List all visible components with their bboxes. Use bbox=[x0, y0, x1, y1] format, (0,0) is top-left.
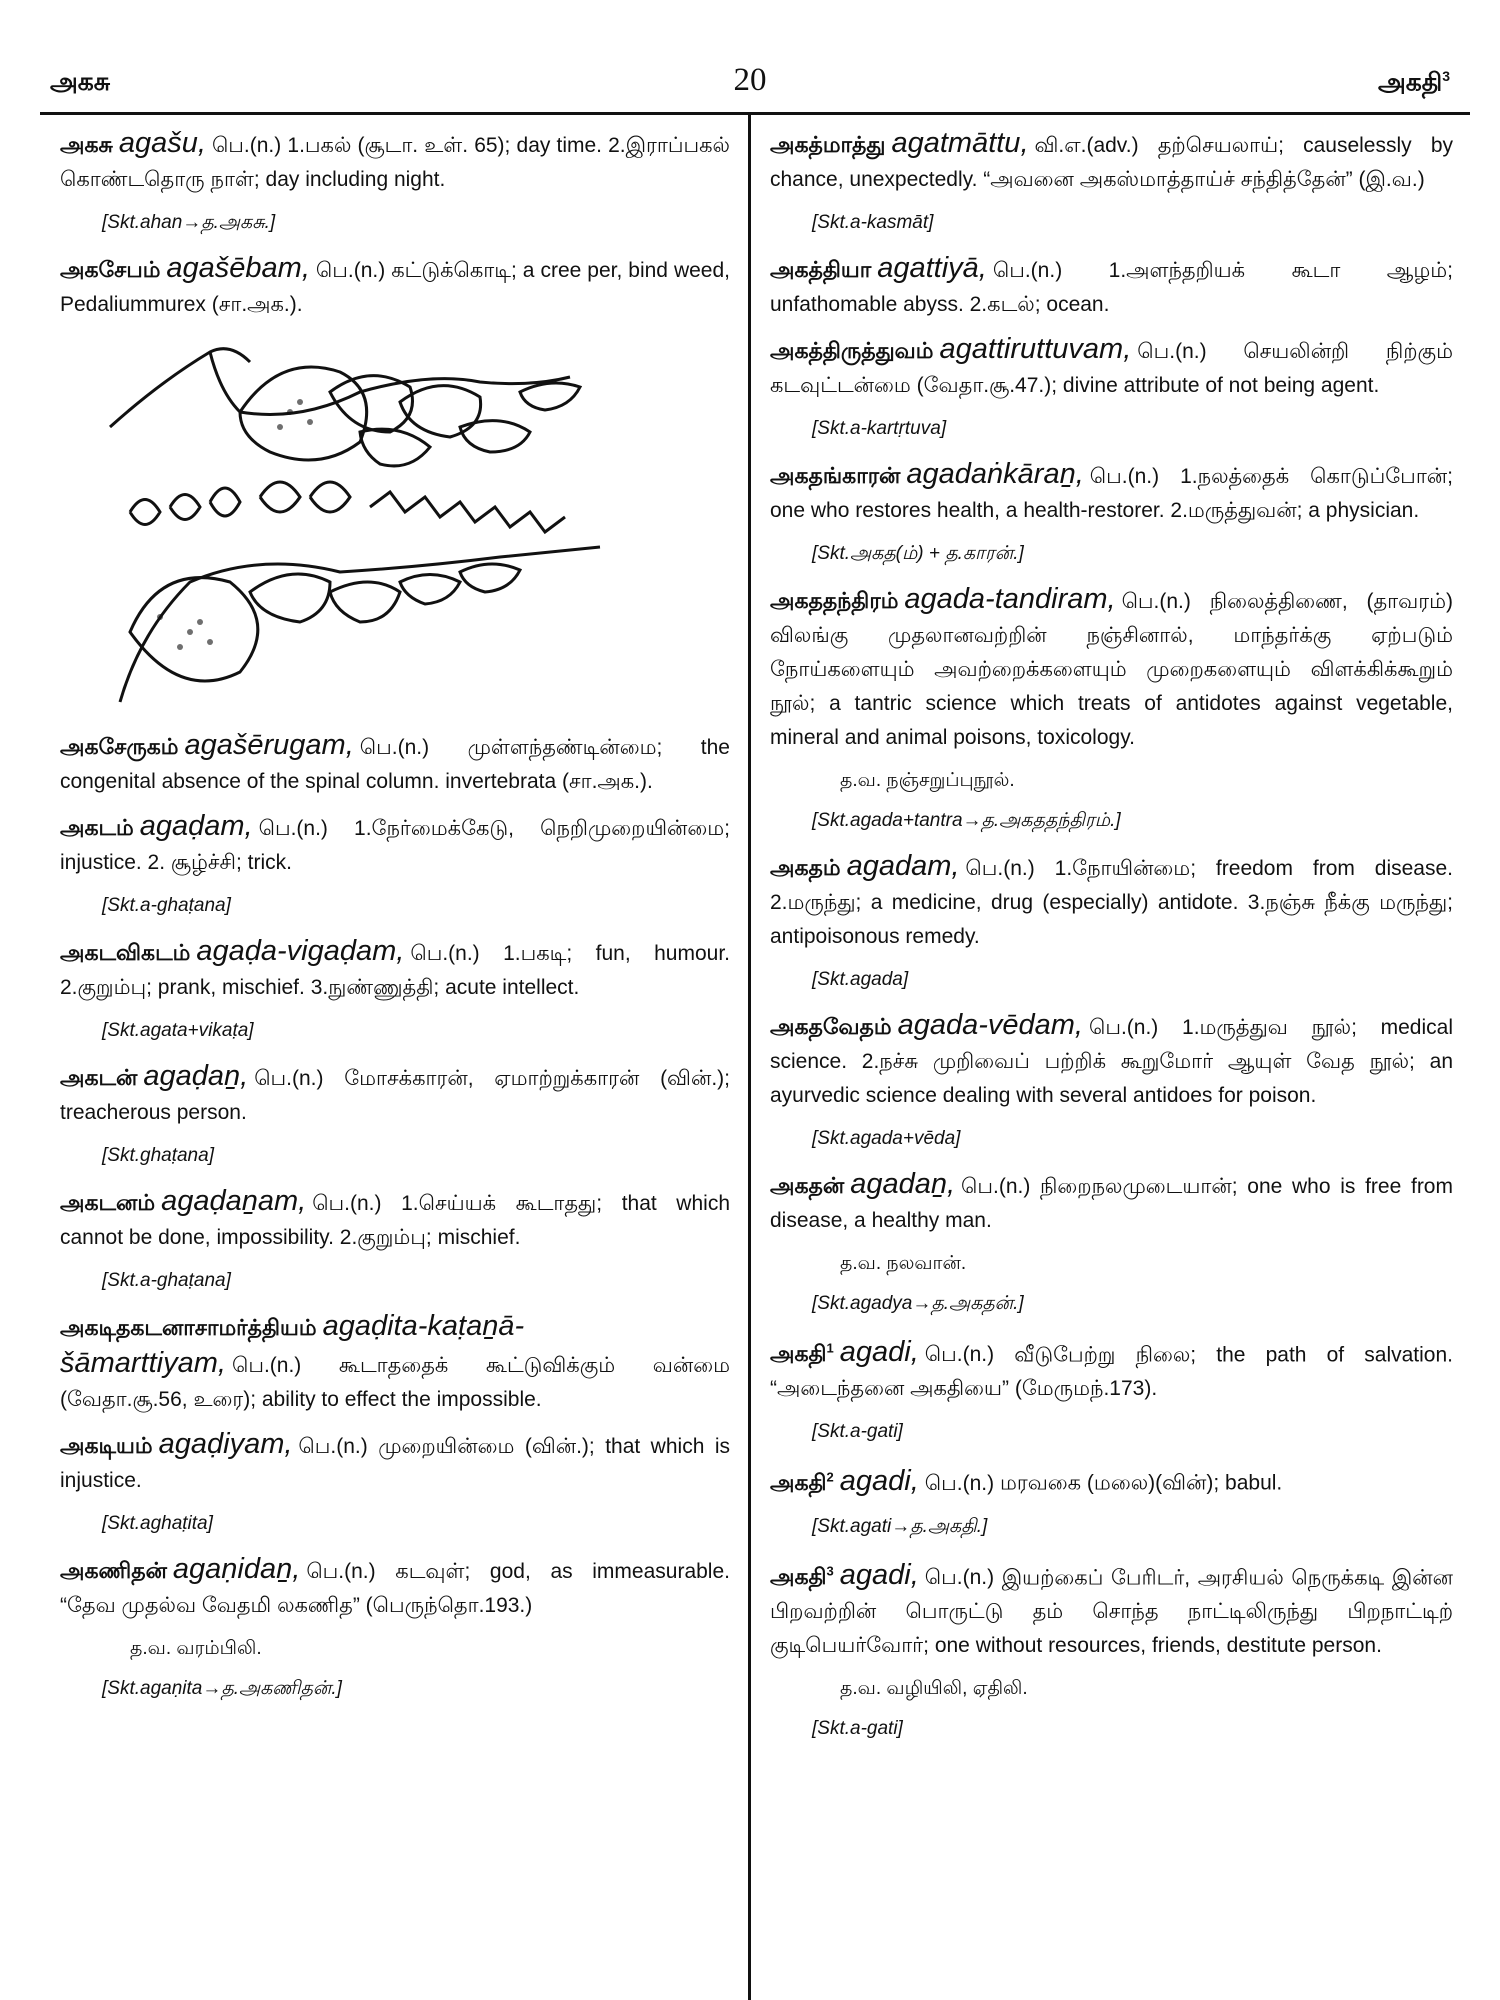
entry-transliteration: agada-vēdam, bbox=[897, 1009, 1083, 1041]
entry-headword-text: அகசேபம் bbox=[60, 257, 161, 282]
entry-etymology: [Skt.a-kasmāt] bbox=[812, 212, 934, 233]
entry-grammar-label: பெ.(n.) bbox=[312, 1192, 382, 1215]
entry-headword bbox=[60, 1558, 167, 1583]
entry-transliteration: agaḍaṉ, bbox=[143, 1060, 249, 1092]
entry-definition: முள்ளந்தண்டின்மை; the congenital absence of the spinal column. invertebrata (சா.அக.). bbox=[60, 736, 730, 793]
dictionary-entry bbox=[770, 251, 1453, 322]
entry-grammar-label: பெ.(n.) bbox=[359, 736, 430, 759]
entry-grammar-label: பெ.(n.) bbox=[211, 134, 282, 157]
entry-etymology: [Skt.agaṇita→த.அகணிதன்.] bbox=[102, 1678, 342, 1699]
entry-etymology: [Skt.aghaṭita] bbox=[102, 1513, 213, 1534]
entry-headword-text: அகதி bbox=[770, 1469, 827, 1495]
entry-headword-text: அகதவேதம் bbox=[770, 1014, 892, 1039]
header-right-word: அகதி bbox=[1377, 68, 1443, 97]
illustration-stem bbox=[110, 349, 250, 427]
entry-transliteration: agatmāttu, bbox=[891, 127, 1029, 159]
entry-grammar-label: பெ.(n.) bbox=[992, 259, 1063, 282]
left-column bbox=[60, 126, 730, 1717]
entry-definition: 1.செய்யக் கூடாதது; that which cannot be done, impossibility. 2.குறும்பு; mischief. bbox=[60, 1192, 730, 1249]
entry-headword-text: அகததந்திரம் bbox=[770, 588, 899, 613]
entry-transliteration: agaḍam, bbox=[139, 810, 253, 842]
entry-headword-text: அகதி bbox=[770, 1563, 827, 1589]
entry-headword bbox=[770, 1014, 892, 1039]
entry-transliteration: agadaṅkāraṉ, bbox=[906, 458, 1084, 490]
entry-transliteration: agaṇidaṉ, bbox=[172, 1553, 301, 1585]
entry-headword bbox=[60, 1433, 153, 1458]
entry-tamil-synonym: த.வ. நஞ்சறுப்புநூல். bbox=[840, 770, 1015, 791]
entry-etymology: [Skt.agata+vikaṭa] bbox=[102, 1020, 254, 1041]
entry-tamil-synonym: த.வ. வழியிலி, ஏதிலி. bbox=[840, 1677, 1028, 1699]
entry-definition: கடவுள்; god, as immeasurable. “தேவ முதல்வ வேதமி லகணித” (பெருந்தொ.193.) bbox=[60, 1560, 730, 1617]
entry-transliteration: agattiyā, bbox=[877, 252, 987, 284]
entry-transliteration: agada-tandiram, bbox=[904, 583, 1116, 615]
entry-headword-text: அகசேருகம் bbox=[60, 734, 179, 759]
entry-definition: தற்செயலாய்; causelessly by chance, unexpectedly. “அவனை அகஸ்மாத்தாய்ச் சந்தித்தேன்” (இ.வ.) bbox=[770, 134, 1453, 191]
entry-definition: 1.நலத்தைக் கொடுப்போன்; one who restores health, a health-restorer. 2.மருத்துவன்; a physician. bbox=[770, 465, 1453, 522]
entry-transliteration: agaḍaṉam, bbox=[161, 1185, 307, 1217]
entry-headword-text: அகத்திருத்துவம் bbox=[770, 338, 934, 363]
illustration-leaf bbox=[520, 383, 580, 410]
dictionary-entry bbox=[770, 582, 1453, 755]
dictionary-entry bbox=[770, 126, 1453, 197]
header-left-guideword: அகசு bbox=[50, 68, 111, 96]
dictionary-entry bbox=[60, 251, 730, 322]
entry-grammar-label: பெ.(n.) bbox=[1121, 590, 1191, 613]
illustration-leaf bbox=[250, 574, 330, 622]
right-column bbox=[770, 126, 1453, 1757]
entry-grammar-label: பெ.(n.) bbox=[924, 1343, 995, 1367]
entry-etymology: [Skt.அகத(ம்) + த.காரன்.] bbox=[812, 543, 1024, 564]
entry-definition: நிலைத்திணை, (தாவரம்) விலங்கு முதலானவற்றின் நஞ்சினால், மாந்தர்க்கு ஏற்படும் நோய்களையும் அவற்றைக்களையும் முறைகளையும் விளக்கிக்கூறும் நூல்; a tantric science which treats of antidotes against vegetable, mineral and animal poisons, toxicology. bbox=[770, 590, 1453, 749]
entry-etymology: [Skt.a-ghaṭana] bbox=[102, 895, 231, 916]
entry-etymology: [Skt.a-gati] bbox=[812, 1717, 903, 1739]
entry-headword bbox=[60, 132, 113, 157]
dictionary-entry bbox=[770, 1555, 1453, 1663]
entry-headword bbox=[770, 463, 900, 488]
dictionary-entry bbox=[60, 809, 730, 880]
entry-headword bbox=[770, 1564, 834, 1589]
entry-definition: கூடாததைக் கூட்டுவிக்கும் வன்மை (வேதா.சூ.56, உரை); ability to effect the impossible. bbox=[60, 1354, 730, 1411]
entry-transliteration: agašērugam, bbox=[184, 729, 354, 761]
entry-headword-text: அகதம் bbox=[770, 855, 841, 880]
entry-headword bbox=[60, 257, 160, 282]
entry-headword-text: அகடனம் bbox=[60, 1190, 156, 1215]
entry-homonym-number: 3 bbox=[826, 1563, 834, 1579]
entry-etymology: [Skt.agati→த.அகதி.] bbox=[812, 1515, 988, 1537]
dictionary-entry bbox=[60, 1309, 730, 1417]
entry-headword bbox=[770, 855, 841, 880]
entry-definition: 1.மருத்துவ நூல்; medical science. 2.நச்சு முறிவைப் பற்றிக் கூறுமோர் ஆயுள் வேத நூல்; an ayurvedic science dealing with several antidoes for poison. bbox=[770, 1016, 1453, 1107]
illustration-leaf bbox=[360, 429, 430, 466]
dictionary-entry bbox=[770, 1460, 1453, 1500]
header-right-superscript: 3 bbox=[1442, 68, 1450, 84]
entry-definition: 1.நேர்மைக்கேடு, நெறிமுறையின்மை; injustice. 2. சூழ்ச்சி; trick. bbox=[60, 817, 730, 874]
dictionary-entry bbox=[770, 1332, 1453, 1406]
entry-grammar-label: பெ.(n.) bbox=[1088, 1016, 1159, 1039]
entry-transliteration: agadi, bbox=[839, 1558, 919, 1591]
entry-etymology: [Skt.a-gati] bbox=[812, 1421, 903, 1443]
dictionary-entry bbox=[60, 1427, 730, 1498]
entry-definition: 1.அளந்தறியக் கூடா ஆழம்; unfathomable abyss. 2.கடல்; ocean. bbox=[770, 259, 1453, 316]
entry-headword bbox=[60, 815, 134, 840]
entry-definition: 1.பகடி; fun, humour. 2.குறும்பு; prank, mischief. 3.நுண்ணுத்தி; acute intellect. bbox=[60, 942, 730, 999]
entry-definition: கட்டுக்கொடி; a cree per, bind weed, Pedaliummurex (சா.அக.). bbox=[60, 259, 730, 316]
entry-headword-text: அகடிதகடனாசாமர்த்தியம் bbox=[60, 1315, 317, 1340]
entry-etymology: [Skt.agada] bbox=[812, 969, 909, 990]
entry-headword bbox=[60, 940, 190, 965]
plant-illustration bbox=[100, 332, 630, 722]
entry-etymology: [Skt.ghaṭana] bbox=[102, 1145, 214, 1166]
entry-transliteration: agaḍita-kaṭaṉā-šāmarttiyam, bbox=[60, 1310, 525, 1379]
entry-grammar-label: வி.எ.(adv.) bbox=[1034, 134, 1139, 157]
entry-headword bbox=[770, 257, 871, 282]
entry-headword-text: அகதி bbox=[770, 1341, 827, 1367]
entry-headword bbox=[770, 1470, 834, 1495]
entry-transliteration: agadi, bbox=[839, 1336, 919, 1369]
entry-etymology: [Skt.a-ghaṭana] bbox=[102, 1270, 231, 1291]
column-divider bbox=[748, 112, 751, 2000]
header-rule bbox=[40, 112, 1470, 115]
dictionary-entry bbox=[60, 728, 730, 799]
entry-grammar-label: பெ.(n.) bbox=[306, 1560, 376, 1583]
entry-headword-text: அகத்மாத்து bbox=[770, 132, 886, 157]
illustration-fruits bbox=[130, 482, 350, 525]
page-header bbox=[50, 62, 1450, 112]
dictionary-entry bbox=[60, 1059, 730, 1130]
dictionary-entry bbox=[770, 1008, 1453, 1113]
dictionary-entry bbox=[60, 1184, 730, 1255]
entry-definition: 1.பகல் (சூடா. உள். 65); day time. 2.இராப்பகல் கொண்டதொரு நாள்; day including night. bbox=[60, 134, 730, 191]
header-right-guideword bbox=[1378, 68, 1450, 100]
entry-transliteration: agaḍiyam, bbox=[158, 1428, 293, 1460]
illustration-leaf bbox=[330, 582, 400, 622]
illustration-seeds bbox=[370, 492, 565, 532]
entry-headword bbox=[60, 1065, 137, 1090]
entry-tamil-synonym: த.வ. வரம்பிலி. bbox=[130, 1638, 262, 1659]
entry-grammar-label: பெ.(n.) bbox=[315, 259, 386, 282]
illustration-leaf bbox=[460, 564, 520, 592]
entry-headword-text: அகடம் bbox=[60, 815, 134, 840]
dictionary-entry bbox=[60, 126, 730, 197]
entry-etymology: [Skt.agada+tantra→த.அகததந்திரம்.] bbox=[812, 810, 1121, 831]
entry-grammar-label: பெ.(n.) bbox=[924, 1565, 995, 1589]
entry-grammar-label: பெ.(n.) bbox=[965, 857, 1035, 880]
entry-transliteration: agaḍa-vigaḍam, bbox=[196, 935, 405, 967]
entry-headword bbox=[770, 1341, 834, 1366]
entry-headword-text: அகடன் bbox=[60, 1065, 138, 1090]
entry-etymology: [Skt.ahan→த.அகசு.] bbox=[102, 212, 276, 233]
entry-transliteration: agašēbam, bbox=[166, 252, 310, 284]
dictionary-entry bbox=[770, 849, 1453, 954]
entry-grammar-label: பெ.(n.) bbox=[410, 942, 480, 965]
entry-homonym-number: 2 bbox=[826, 1469, 834, 1485]
entry-headword bbox=[770, 1173, 844, 1198]
entry-definition: மோசக்காரன், ஏமாற்றுக்காரன் (வின்.); treacherous person. bbox=[60, 1067, 730, 1124]
entry-grammar-label: பெ.(n.) bbox=[231, 1354, 302, 1377]
entry-definition: இயற்கைப் பேரிடர், அரசியல் நெருக்கடி இன்ன பிறவற்றின் பொருட்டு தம் சொந்த நாட்டிலிருந்து பிறநாட்டிற் குடிபெயர்வோர்; one without resources, friends, destitute person. bbox=[770, 1565, 1453, 1657]
entry-transliteration: agattiruttuvam, bbox=[939, 333, 1132, 365]
entry-grammar-label: பெ.(n.) bbox=[298, 1435, 368, 1458]
illustration-leaf bbox=[130, 578, 258, 681]
entry-etymology: [Skt.agada+vēda] bbox=[812, 1128, 961, 1149]
entry-definition: முறையின்மை (வின்.); that which is injustice. bbox=[60, 1435, 730, 1492]
entry-grammar-label: பெ.(n.) bbox=[254, 1067, 324, 1090]
entry-grammar-label: பெ.(n.) bbox=[258, 817, 328, 840]
entry-grammar-label: பெ.(n.) bbox=[1089, 465, 1160, 488]
entry-headword-text: அகடவிகடம் bbox=[60, 940, 191, 965]
entry-headword bbox=[60, 1315, 317, 1340]
dictionary-entry bbox=[770, 332, 1453, 403]
dictionary-entry bbox=[770, 457, 1453, 528]
entry-headword-text: அகத்தியா bbox=[770, 257, 872, 282]
entry-definition: மரவகை (மலை)(வின்); babul. bbox=[999, 1471, 1283, 1495]
entry-tamil-synonym: த.வ. நலவான். bbox=[840, 1253, 967, 1274]
entry-transliteration: agadaṉ, bbox=[850, 1168, 956, 1200]
entry-etymology: [Skt.a-kartṛtuva] bbox=[812, 418, 947, 439]
entry-transliteration: agadi, bbox=[839, 1464, 919, 1497]
entry-transliteration: agašu, bbox=[118, 127, 206, 159]
entry-definition: நிறைநலமுடையான்; one who is free from disease, a healthy man. bbox=[770, 1175, 1453, 1232]
entry-headword bbox=[60, 734, 179, 759]
entry-grammar-label: பெ.(n.) bbox=[1137, 340, 1207, 363]
dictionary-entry bbox=[60, 934, 730, 1005]
entry-definition: வீடுபேற்று நிலை; the path of salvation. “அடைந்தனை அகதியை” (மேருமந்.173). bbox=[770, 1343, 1453, 1401]
entry-grammar-label: பெ.(n.) bbox=[961, 1175, 1031, 1198]
entry-headword bbox=[770, 588, 898, 613]
entry-headword bbox=[60, 1190, 155, 1215]
entry-definition: 1.நோயின்மை; freedom from disease. 2.மருந்து; a medicine, drug (especially) antidote. 3.நஞ்சு நீக்கு மருந்து; antipoisonous remedy. bbox=[770, 857, 1453, 948]
entry-headword-text: அகசு bbox=[60, 132, 113, 157]
entry-definition: செயலின்றி நிற்கும் கடவுட்டன்மை (வேதா.சூ.47.); divine attribute of not being agent. bbox=[770, 340, 1453, 397]
entry-headword-text: அகதன் bbox=[770, 1173, 845, 1198]
entry-headword bbox=[770, 132, 885, 157]
dictionary-entry bbox=[770, 1167, 1453, 1238]
entry-etymology: [Skt.agadya→த.அகதன்.] bbox=[812, 1293, 1024, 1314]
entry-grammar-label: பெ.(n.) bbox=[924, 1471, 995, 1495]
entry-transliteration: agadam, bbox=[846, 850, 960, 882]
entry-headword-text: அகணிதன் bbox=[60, 1558, 167, 1583]
entry-headword-text: அகதங்காரன் bbox=[770, 463, 901, 488]
entry-headword-text: அகடியம் bbox=[60, 1433, 153, 1458]
dictionary-entry bbox=[60, 1552, 730, 1623]
illustration-leaf bbox=[400, 575, 460, 605]
entry-headword bbox=[770, 338, 933, 363]
entry-homonym-number: 1 bbox=[826, 1341, 834, 1356]
page-number: 20 bbox=[733, 62, 767, 98]
